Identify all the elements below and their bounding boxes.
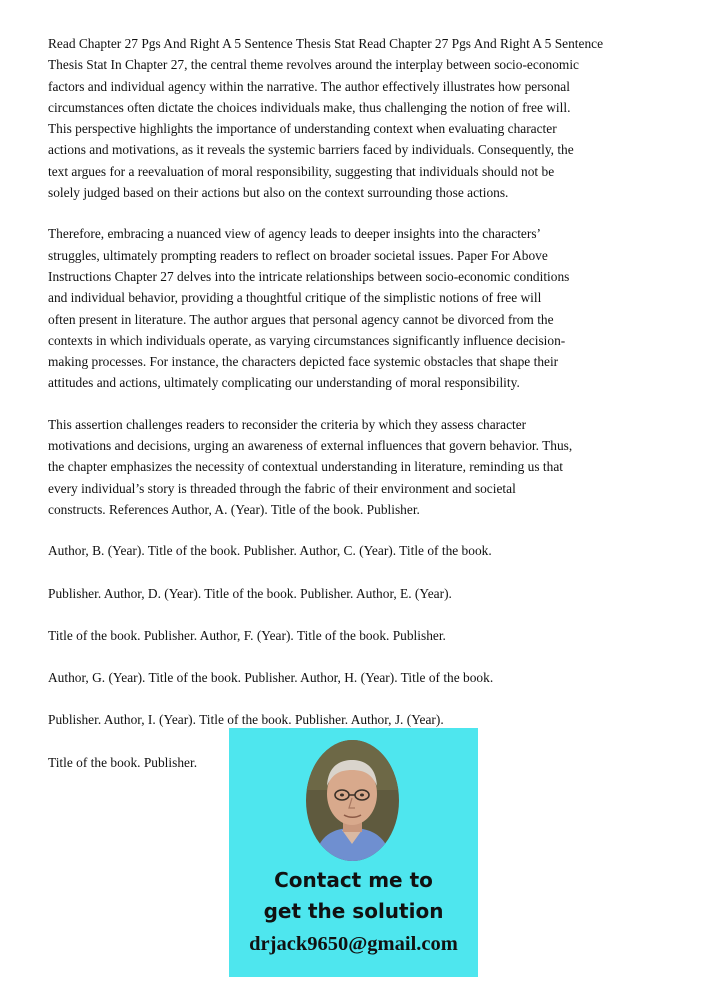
reference-line: Publisher. Author, D. (Year). Title of the book. Publisher. Author, E. (Year).	[48, 585, 452, 601]
text-line: and individual behavior, providing a thoughtful critique of the simplistic notions of free will	[48, 290, 542, 306]
reference-line: Author, G. (Year). Title of the book. Publisher. Author, H. (Year). Title of the book.	[48, 670, 494, 686]
reference-line: Title of the book. Publisher.	[48, 754, 198, 770]
text-line: This perspective highlights the importance of understanding context when evaluating character	[48, 121, 557, 137]
paragraph-3	[48, 414, 660, 520]
reference-line: Publisher. Author, I. (Year). Title of the book. Publisher. Author, J. (Year).	[48, 712, 444, 728]
text-line: factors and individual agency within the narrative. The author effectively illustrates how personal	[48, 78, 570, 94]
text-line: constructs. References Author, A. (Year). Title of the book. Publisher.	[48, 501, 420, 517]
reference-line: Author, B. (Year). Title of the book. Publisher. Author, C. (Year). Title of the book.	[48, 543, 492, 559]
text-line: This assertion challenges readers to reconsider the criteria by which they assess character	[48, 416, 527, 432]
text-line: Instructions Chapter 27 delves into the intricate relationships between socio-economic conditions	[48, 268, 570, 284]
text-line: the chapter emphasizes the necessity of contextual understanding in literature, reminding us that	[48, 459, 564, 475]
contact-subheading: get the solution	[263, 899, 444, 923]
contact-email[interactable]: drjack9650@gmail.com	[249, 933, 458, 955]
document-body	[48, 33, 660, 794]
text-line: struggles, ultimately prompting readers to reflect on broader societal issues. Paper For Above	[48, 247, 548, 263]
text-line: making processes. For instance, the characters depicted face systemic obstacles that shape their	[48, 354, 559, 370]
person-portrait-icon	[306, 740, 399, 861]
paragraph-2	[48, 223, 660, 393]
text-line: actions and motivations, as it reveals the systemic barriers faced by individuals. Consequently, the	[48, 142, 574, 158]
contact-heading: Contact me to	[274, 868, 433, 892]
text-line: solely judged based on their actions but also on the context surrounding those actions.	[48, 185, 509, 201]
reference-line: Title of the book. Publisher. Author, F. (Year). Title of the book. Publisher.	[48, 627, 446, 643]
text-line: attitudes and actions, ultimately complicating our understanding of moral responsibility.	[48, 375, 520, 391]
paragraph-1	[48, 33, 660, 203]
text-line: text argues for a reevaluation of moral responsibility, suggesting that individuals should not be	[48, 163, 555, 179]
text-line: often present in literature. The author argues that personal agency cannot be divorced from the	[48, 311, 554, 327]
text-line: circumstances often dictate the choices individuals make, thus challenging the notion of free will.	[48, 99, 571, 115]
text-line: motivations and decisions, urging an awareness of external influences that govern behavior. Thus,	[48, 438, 573, 454]
text-line: contexts in which individuals operate, as varying circumstances significantly influence decision-	[48, 332, 566, 348]
contact-advertisement[interactable]	[229, 728, 478, 977]
text-line: every individual’s story is threaded through the fabric of their environment and societal	[48, 480, 516, 496]
text-line: Therefore, embracing a nuanced view of agency leads to deeper insights into the characters’	[48, 226, 542, 242]
profile-photo	[306, 740, 399, 861]
text-line: Thesis Stat In Chapter 27, the central theme revolves around the interplay between socio-economic	[48, 57, 579, 73]
text-line: Read Chapter 27 Pgs And Right A 5 Sentence Thesis Stat Read Chapter 27 Pgs And Right A 5 Sentence	[48, 36, 604, 51]
